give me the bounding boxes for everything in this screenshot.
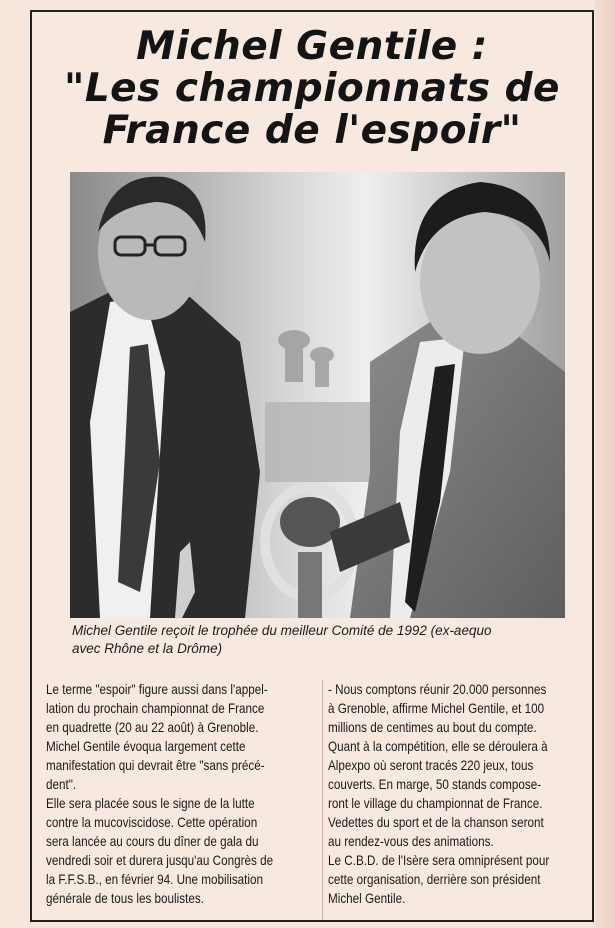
- text-line: lation du prochain championnat de France: [46, 701, 265, 716]
- text-line: ront le village du championnat de France.: [328, 796, 543, 811]
- text-line: - Nous comptons réunir 20.000 personnes: [328, 682, 547, 697]
- text-line: cette organisation, derrière son président: [328, 872, 541, 887]
- text-line: contre la mucoviscidose. Cette opération: [46, 815, 258, 830]
- headline-line-2: "Les championnats de: [64, 66, 560, 111]
- photo-illustration: [70, 172, 565, 618]
- text-line: la F.F.S.B., en février 94. Une mobilisation: [46, 872, 264, 887]
- text-line: Elle sera placée sous le signe de la lutte: [46, 796, 255, 811]
- text-line: manifestation qui devrait être "sans précé-: [46, 758, 265, 773]
- text-line: vendredi soir et durera jusqu'au Congrès de: [46, 853, 274, 868]
- text-line: Quant à la compétition, elle se déroulera à: [328, 739, 548, 754]
- text-line: Michel Gentile évoqua largement cette: [46, 739, 246, 754]
- photo-caption: [72, 622, 572, 658]
- text-line: à Grenoble, affirme Michel Gentile, et 100: [328, 701, 545, 716]
- left-column: [46, 680, 313, 908]
- headline-line-1: Michel Gentile :: [136, 24, 488, 69]
- text-line: Alpexpo où seront tracés 220 jeux, tous: [328, 758, 534, 773]
- headline-line-3: France de l'espoir": [102, 108, 522, 153]
- right-column: [328, 680, 593, 908]
- two-men-trophy-photo: [70, 172, 565, 618]
- text-line: Le terme "espoir" figure aussi dans l'appel-: [46, 682, 268, 697]
- text-line: générale de tous les boulistes.: [46, 891, 204, 906]
- caption-line-2: avec Rhône et la Drôme): [72, 641, 223, 656]
- article-frame: [30, 10, 594, 922]
- text-line: Vedettes du sport et de la chanson seront: [328, 815, 544, 830]
- caption-line-1: Michel Gentile reçoit le trophée du meilleur Comité de 1992 (ex-aequo: [72, 623, 492, 638]
- text-line: sera lancée au cours du dîner de gala du: [46, 834, 259, 849]
- text-line: couverts. En marge, 50 stands compose-: [328, 777, 542, 792]
- text-line: Michel Gentile.: [328, 891, 406, 906]
- headline: [32, 26, 592, 152]
- text-line: Le C.B.D. de l'Isère sera omniprésent pour: [328, 853, 550, 868]
- column-divider: [322, 680, 323, 920]
- text-line: au rendez-vous des animations.: [328, 834, 494, 849]
- adjacent-page-edge: [595, 0, 615, 928]
- text-line: dent".: [46, 777, 77, 792]
- text-line: millions de centimes au bout du compte.: [328, 720, 537, 735]
- text-line: en quadrette (20 au 22 août) à Grenoble.: [46, 720, 259, 735]
